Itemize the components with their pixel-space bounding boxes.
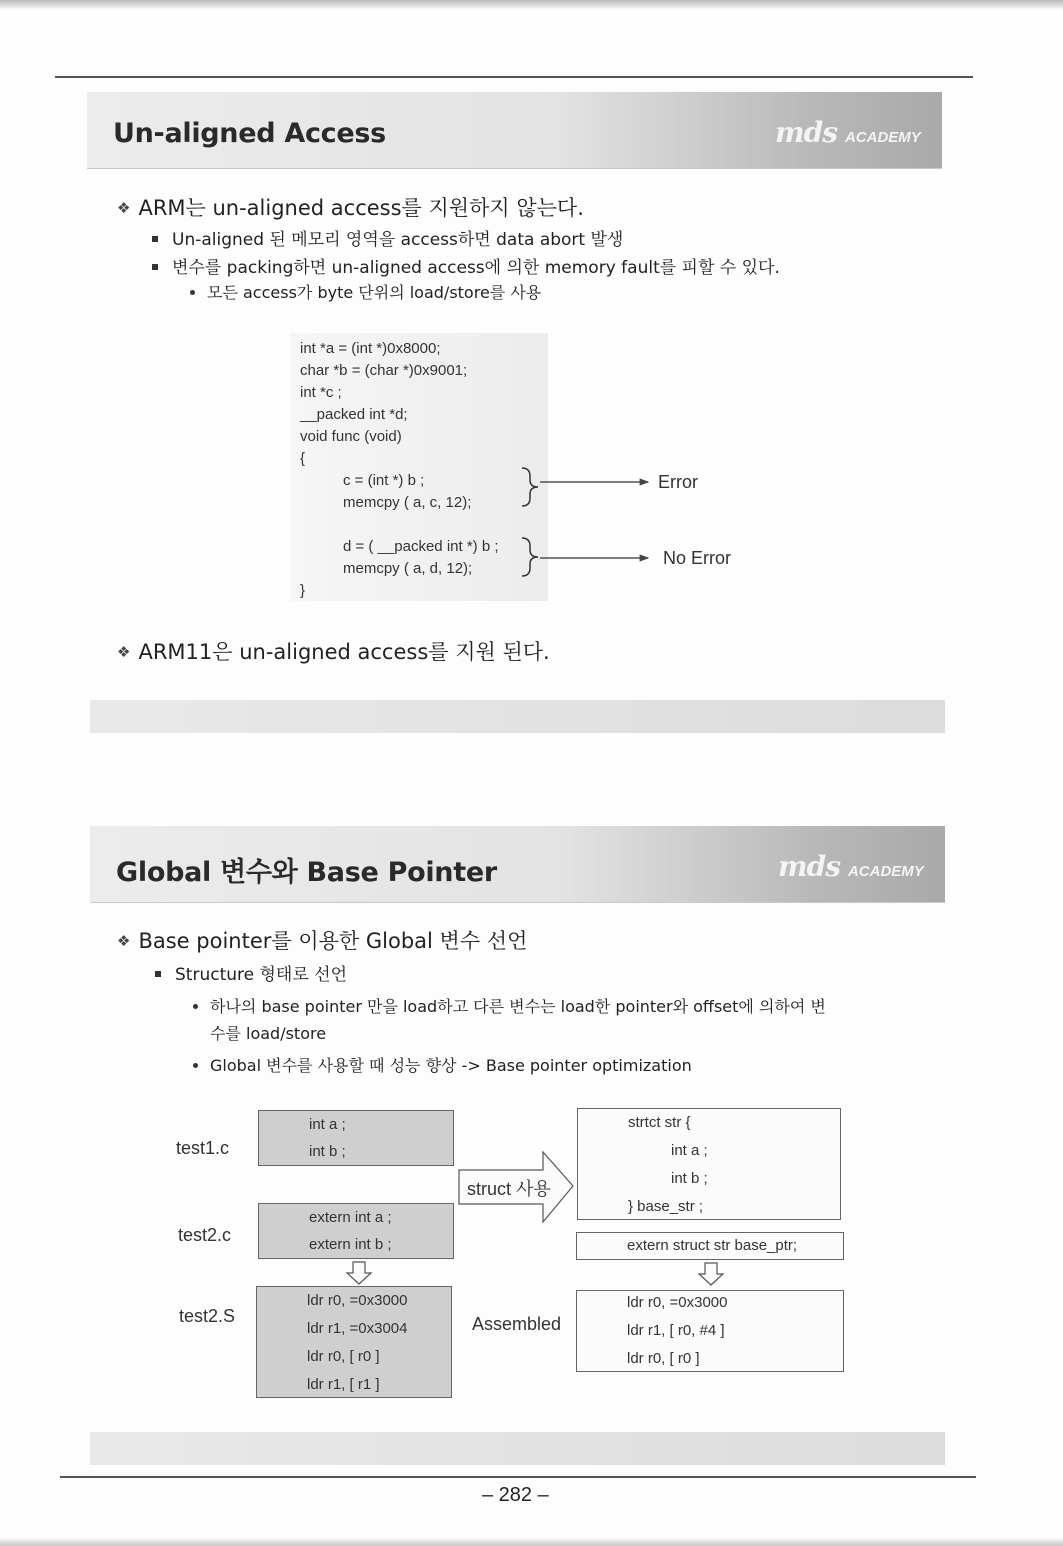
assembled-label: Assembled xyxy=(472,1314,562,1334)
page-number: – 282 – xyxy=(482,1484,549,1506)
section2-footer-band xyxy=(90,1432,945,1465)
struct-box xyxy=(577,1108,841,1220)
box-line: extern int b ; xyxy=(309,1236,392,1253)
square-bullet-icon xyxy=(152,236,158,242)
box-line: extern int a ; xyxy=(309,1209,392,1226)
asm-line: ldr r0, [ r0 ] xyxy=(627,1350,700,1367)
diamond-bullet-icon: ❖ xyxy=(117,643,131,661)
no-error-label: No Error xyxy=(663,548,732,568)
subsub-bullet-optimization: Global 변수를 사용할 때 성능 향상 -> Base pointer optimization xyxy=(193,1053,692,1076)
code-line: { xyxy=(300,450,306,467)
bottom-edge xyxy=(0,1538,1063,1546)
subsub-bullet-byte-access: 모든 access가 byte 단위의 load/store를 사용 xyxy=(190,280,541,303)
bottom-rule xyxy=(60,1476,976,1478)
bullet-arm-unaligned: ❖ ARM는 un-aligned access를 지원하지 않는다. xyxy=(117,196,584,220)
section1-logo xyxy=(775,116,921,149)
bullet-arm11: ❖ ARM11은 un-aligned access를 지원 된다. xyxy=(117,640,550,664)
section1-title-bar xyxy=(87,92,942,169)
dot-bullet-icon xyxy=(193,1004,198,1009)
diamond-bullet-icon: ❖ xyxy=(117,932,131,950)
section2-logo xyxy=(778,850,924,883)
asm-line: ldr r0, =0x3000 xyxy=(307,1292,408,1309)
sub-bullet-data-abort: Un-aligned 된 메모리 영역을 access하면 data abort 발생 xyxy=(152,225,623,250)
code-line: d = ( __packed int *) b ; xyxy=(343,538,499,555)
code-line: void func (void) xyxy=(300,428,402,445)
code-line: int *a = (int *)0x8000; xyxy=(300,340,441,357)
diamond-bullet-icon: ❖ xyxy=(117,199,131,217)
code-line: int *c ; xyxy=(300,384,342,401)
code-line: memcpy ( a, c, 12); xyxy=(343,494,472,511)
asm-line: ldr r1, [ r0, #4 ] xyxy=(627,1322,725,1339)
logo-suffix: ACADEMY xyxy=(844,129,921,146)
square-bullet-icon xyxy=(152,264,158,270)
code-line: c = (int *) b ; xyxy=(343,472,425,489)
top-rule xyxy=(55,76,973,78)
box-line: int b ; xyxy=(309,1143,346,1160)
down-arrow-icon xyxy=(697,1262,725,1286)
asm-line: ldr r1, =0x3004 xyxy=(307,1320,408,1337)
subsub-bullet-single-pointer: 하나의 base pointer 만을 load하고 다른 변수는 load한 pointer와 offset에 의하여 변 xyxy=(193,994,826,1017)
extern-struct-box xyxy=(576,1232,844,1260)
logo-suffix: ACADEMY xyxy=(847,863,924,880)
dot-bullet-icon xyxy=(193,1063,198,1068)
subsub-bullet-continuation: 수를 load/store xyxy=(210,1024,327,1043)
bullet-base-pointer: ❖ Base pointer를 이용한 Global 변수 선언 xyxy=(117,929,528,953)
down-arrow-icon xyxy=(345,1261,373,1285)
file-label-test2s: test2.S xyxy=(179,1306,236,1326)
test1-box xyxy=(258,1110,454,1166)
box-line: int a ; xyxy=(309,1116,346,1133)
sub-bullet-packing: 변수를 packing하면 un-aligned access에 의한 memory fault를 피할 수 있다. xyxy=(152,253,780,278)
logo-brand: mds xyxy=(778,850,840,883)
code-line: __packed int *d; xyxy=(300,406,408,423)
asm-right-box xyxy=(576,1290,844,1372)
section2-title: Global 변수와 Base Pointer xyxy=(116,857,497,888)
logo-brand: mds xyxy=(775,116,837,149)
asm-line: ldr r0, =0x3000 xyxy=(627,1294,728,1311)
test2-box xyxy=(258,1203,454,1259)
code-line: } xyxy=(300,582,306,599)
struct-arrow-label: struct 사용 xyxy=(467,1179,551,1199)
sub-bullet-structure: Structure 형태로 선언 xyxy=(155,960,347,985)
section1-footer-band xyxy=(90,700,945,733)
dot-bullet-icon xyxy=(190,290,195,295)
asm-left-box xyxy=(256,1286,452,1398)
top-edge xyxy=(0,0,1063,10)
struct-line: } base_str ; xyxy=(628,1198,704,1215)
struct-line: int b ; xyxy=(671,1170,708,1187)
brace-arrows xyxy=(510,460,660,590)
section1-title: Un-aligned Access xyxy=(113,118,386,149)
code-line: memcpy ( a, d, 12); xyxy=(343,560,473,577)
square-bullet-icon xyxy=(155,971,161,977)
file-label-test2c: test2.c xyxy=(178,1225,232,1245)
error-label: Error xyxy=(658,472,698,492)
code-line: char *b = (char *)0x9001; xyxy=(300,362,468,379)
section2-title-bar xyxy=(90,826,945,903)
asm-line: ldr r0, [ r0 ] xyxy=(307,1348,380,1365)
asm-line: ldr r1, [ r1 ] xyxy=(307,1376,380,1393)
struct-line: int a ; xyxy=(671,1142,708,1159)
struct-line: strtct str { xyxy=(628,1114,691,1131)
file-label-test1c: test1.c xyxy=(176,1138,230,1158)
extern-struct-line: extern struct str base_ptr; xyxy=(627,1237,798,1254)
